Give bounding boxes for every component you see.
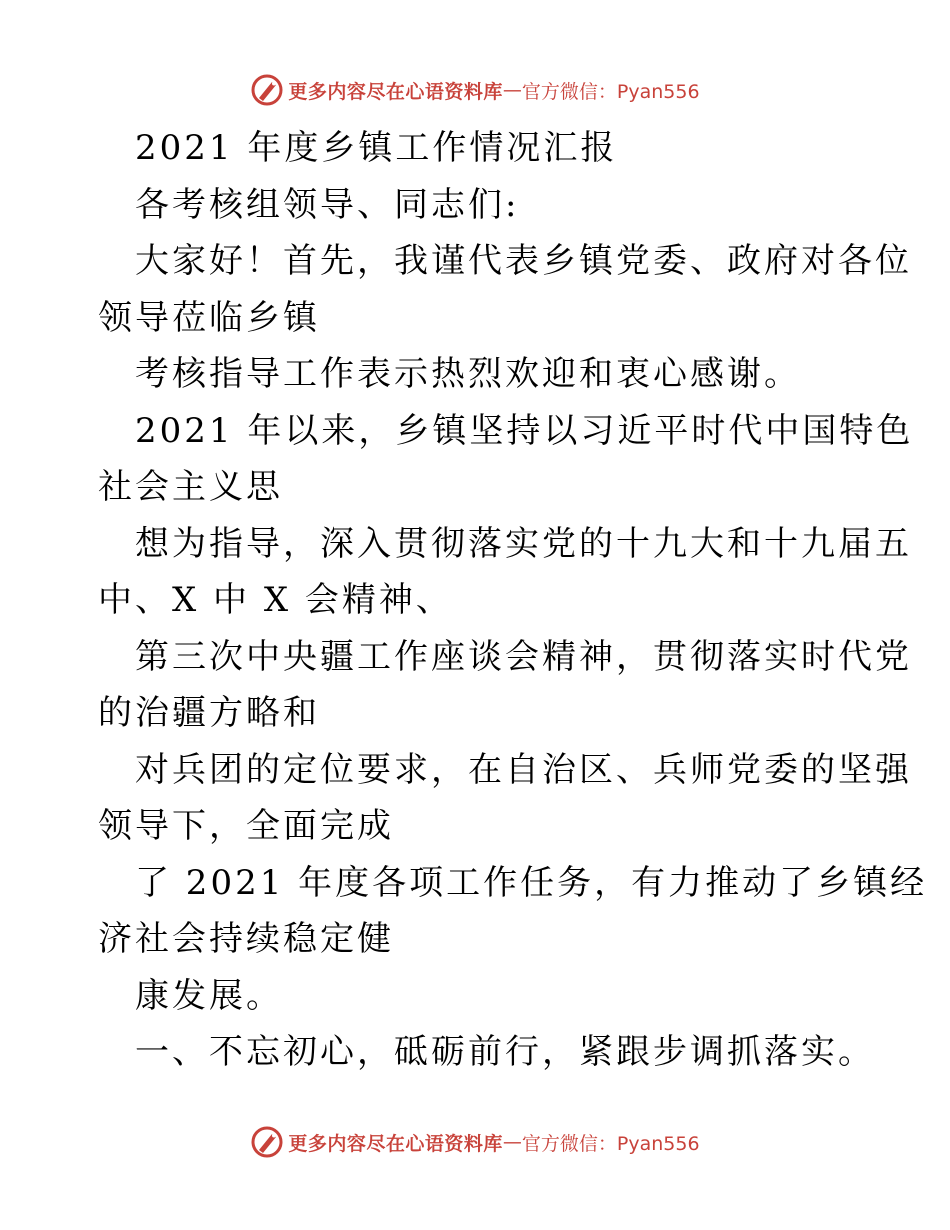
paragraph-line: 领导下，全面完成 <box>98 806 394 846</box>
paragraph-line: 大家好！首先，我谨代表乡镇党委、政府对各位 <box>135 241 912 281</box>
salutation: 各考核组领导、同志们: <box>135 184 520 225</box>
watermark-brand: 更多内容尽在心语资料库 <box>288 80 503 103</box>
watermark-header <box>0 70 950 110</box>
paragraph-line: 社会主义思 <box>98 467 283 507</box>
paragraph-line: 康发展。 <box>135 975 283 1016</box>
paragraph-line: 对兵团的定位要求，在自治区、兵师党委的坚强 <box>135 749 912 790</box>
paragraph-line: 中、X 中 X 会精神、 <box>98 580 453 620</box>
watermark-separator: — <box>502 79 522 101</box>
paragraph-line: 第三次中央疆工作座谈会精神，贯彻落实时代党 <box>135 636 912 677</box>
watermark-wechat: 官方微信：Pyan556 <box>521 80 700 103</box>
paragraph-line: 考核指导工作表示热烈欢迎和衷心感谢。 <box>135 354 801 394</box>
watermark-brand: 更多内容尽在心语资料库 <box>288 1132 503 1155</box>
paragraph-line: 了 2021 年度各项工作任务，有力推动了乡镇经 <box>135 862 928 903</box>
paragraph-line: 领导莅临乡镇 <box>98 297 320 338</box>
document-body <box>98 120 928 1081</box>
watermark-separator: — <box>502 1131 522 1153</box>
watermark-wechat: 官方微信：Pyan556 <box>521 1132 700 1155</box>
paragraph-line: 想为指导，深入贯彻落实党的十九大和十九届五 <box>135 523 912 564</box>
paragraph-line: 的治疆方略和 <box>98 693 320 733</box>
document-title: 2021 年度乡镇工作情况汇报 <box>135 128 618 168</box>
paragraph-line: 济社会持续稳定健 <box>98 919 394 959</box>
watermark-footer <box>0 1122 950 1162</box>
section-heading: 一、不忘初心，砥砺前行，紧跟步调抓落实。 <box>135 1032 875 1072</box>
pen-logo-icon <box>250 73 284 107</box>
paragraph-line: 2021 年以来，乡镇坚持以习近平时代中国特色 <box>135 410 914 451</box>
pen-logo-icon <box>250 1125 284 1159</box>
